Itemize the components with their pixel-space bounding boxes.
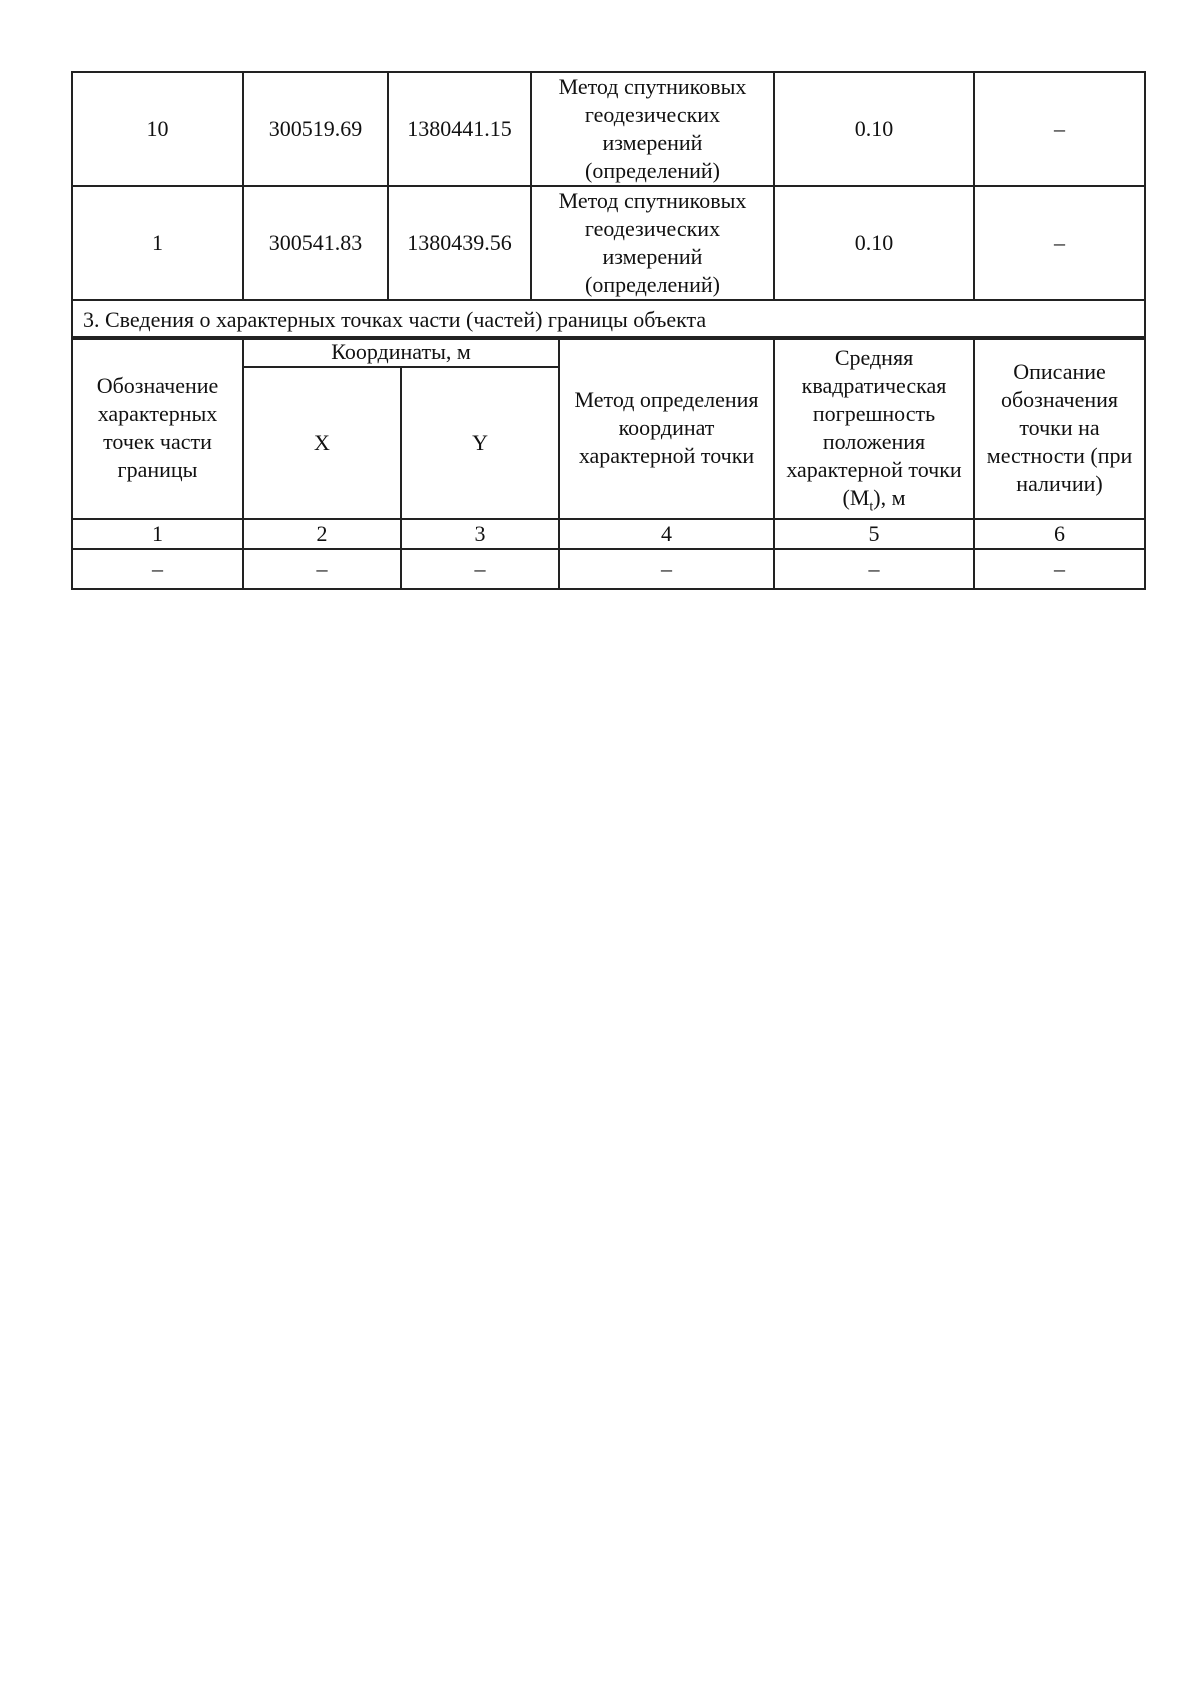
point-number: 10 <box>72 72 243 186</box>
point-number: 1 <box>72 186 243 300</box>
y-header: Y <box>401 367 559 519</box>
accuracy-header-prefix: Средняя квадратическая погрешность положения характерной точки (M <box>786 345 962 510</box>
accuracy-cell: 0.10 <box>774 72 974 186</box>
coordinate-y: 1380439.56 <box>388 186 531 300</box>
accuracy-header-suffix: ), м <box>873 485 906 510</box>
header-row <box>72 337 1145 367</box>
method-header: Метод определения координат характерной точки <box>559 337 774 519</box>
table-row <box>72 72 1145 186</box>
column-number: 6 <box>974 519 1145 549</box>
table-cell: – <box>243 549 401 589</box>
column-number: 1 <box>72 519 243 549</box>
accuracy-cell: 0.10 <box>774 186 974 300</box>
coordinate-y: 1380441.15 <box>388 72 531 186</box>
column-number: 2 <box>243 519 401 549</box>
table-cell: – <box>401 549 559 589</box>
designation-header: Обозначение характерных точек части границы <box>72 337 243 519</box>
column-number-row <box>72 519 1145 549</box>
boundary-points-table <box>71 71 1146 340</box>
table-cell: – <box>974 549 1145 589</box>
coordinate-x: 300519.69 <box>243 72 388 186</box>
table-row <box>72 549 1145 589</box>
coordinate-x: 300541.83 <box>243 186 388 300</box>
coordinates-header: Координаты, м <box>243 337 559 367</box>
column-number: 4 <box>559 519 774 549</box>
part-boundary-points-table <box>71 336 1146 590</box>
column-number: 3 <box>401 519 559 549</box>
table-cell: – <box>72 549 243 589</box>
x-header: X <box>243 367 401 519</box>
table-cell: – <box>774 549 974 589</box>
method-cell: Метод спутниковых геодезических измерений (определений) <box>531 186 774 300</box>
accuracy-header-subscript: t <box>869 499 874 515</box>
table-cell: – <box>559 549 774 589</box>
table-row <box>72 186 1145 300</box>
description-cell: – <box>974 72 1145 186</box>
method-cell: Метод спутниковых геодезических измерений (определений) <box>531 72 774 186</box>
description-header: Описание обозначения точки на местности (при наличии) <box>974 337 1145 519</box>
column-number: 5 <box>774 519 974 549</box>
section-title-row <box>72 300 1145 339</box>
accuracy-header <box>774 337 974 519</box>
description-cell: – <box>974 186 1145 300</box>
section-title: 3. Сведения о характерных точках части (частей) границы объекта <box>72 300 1145 339</box>
